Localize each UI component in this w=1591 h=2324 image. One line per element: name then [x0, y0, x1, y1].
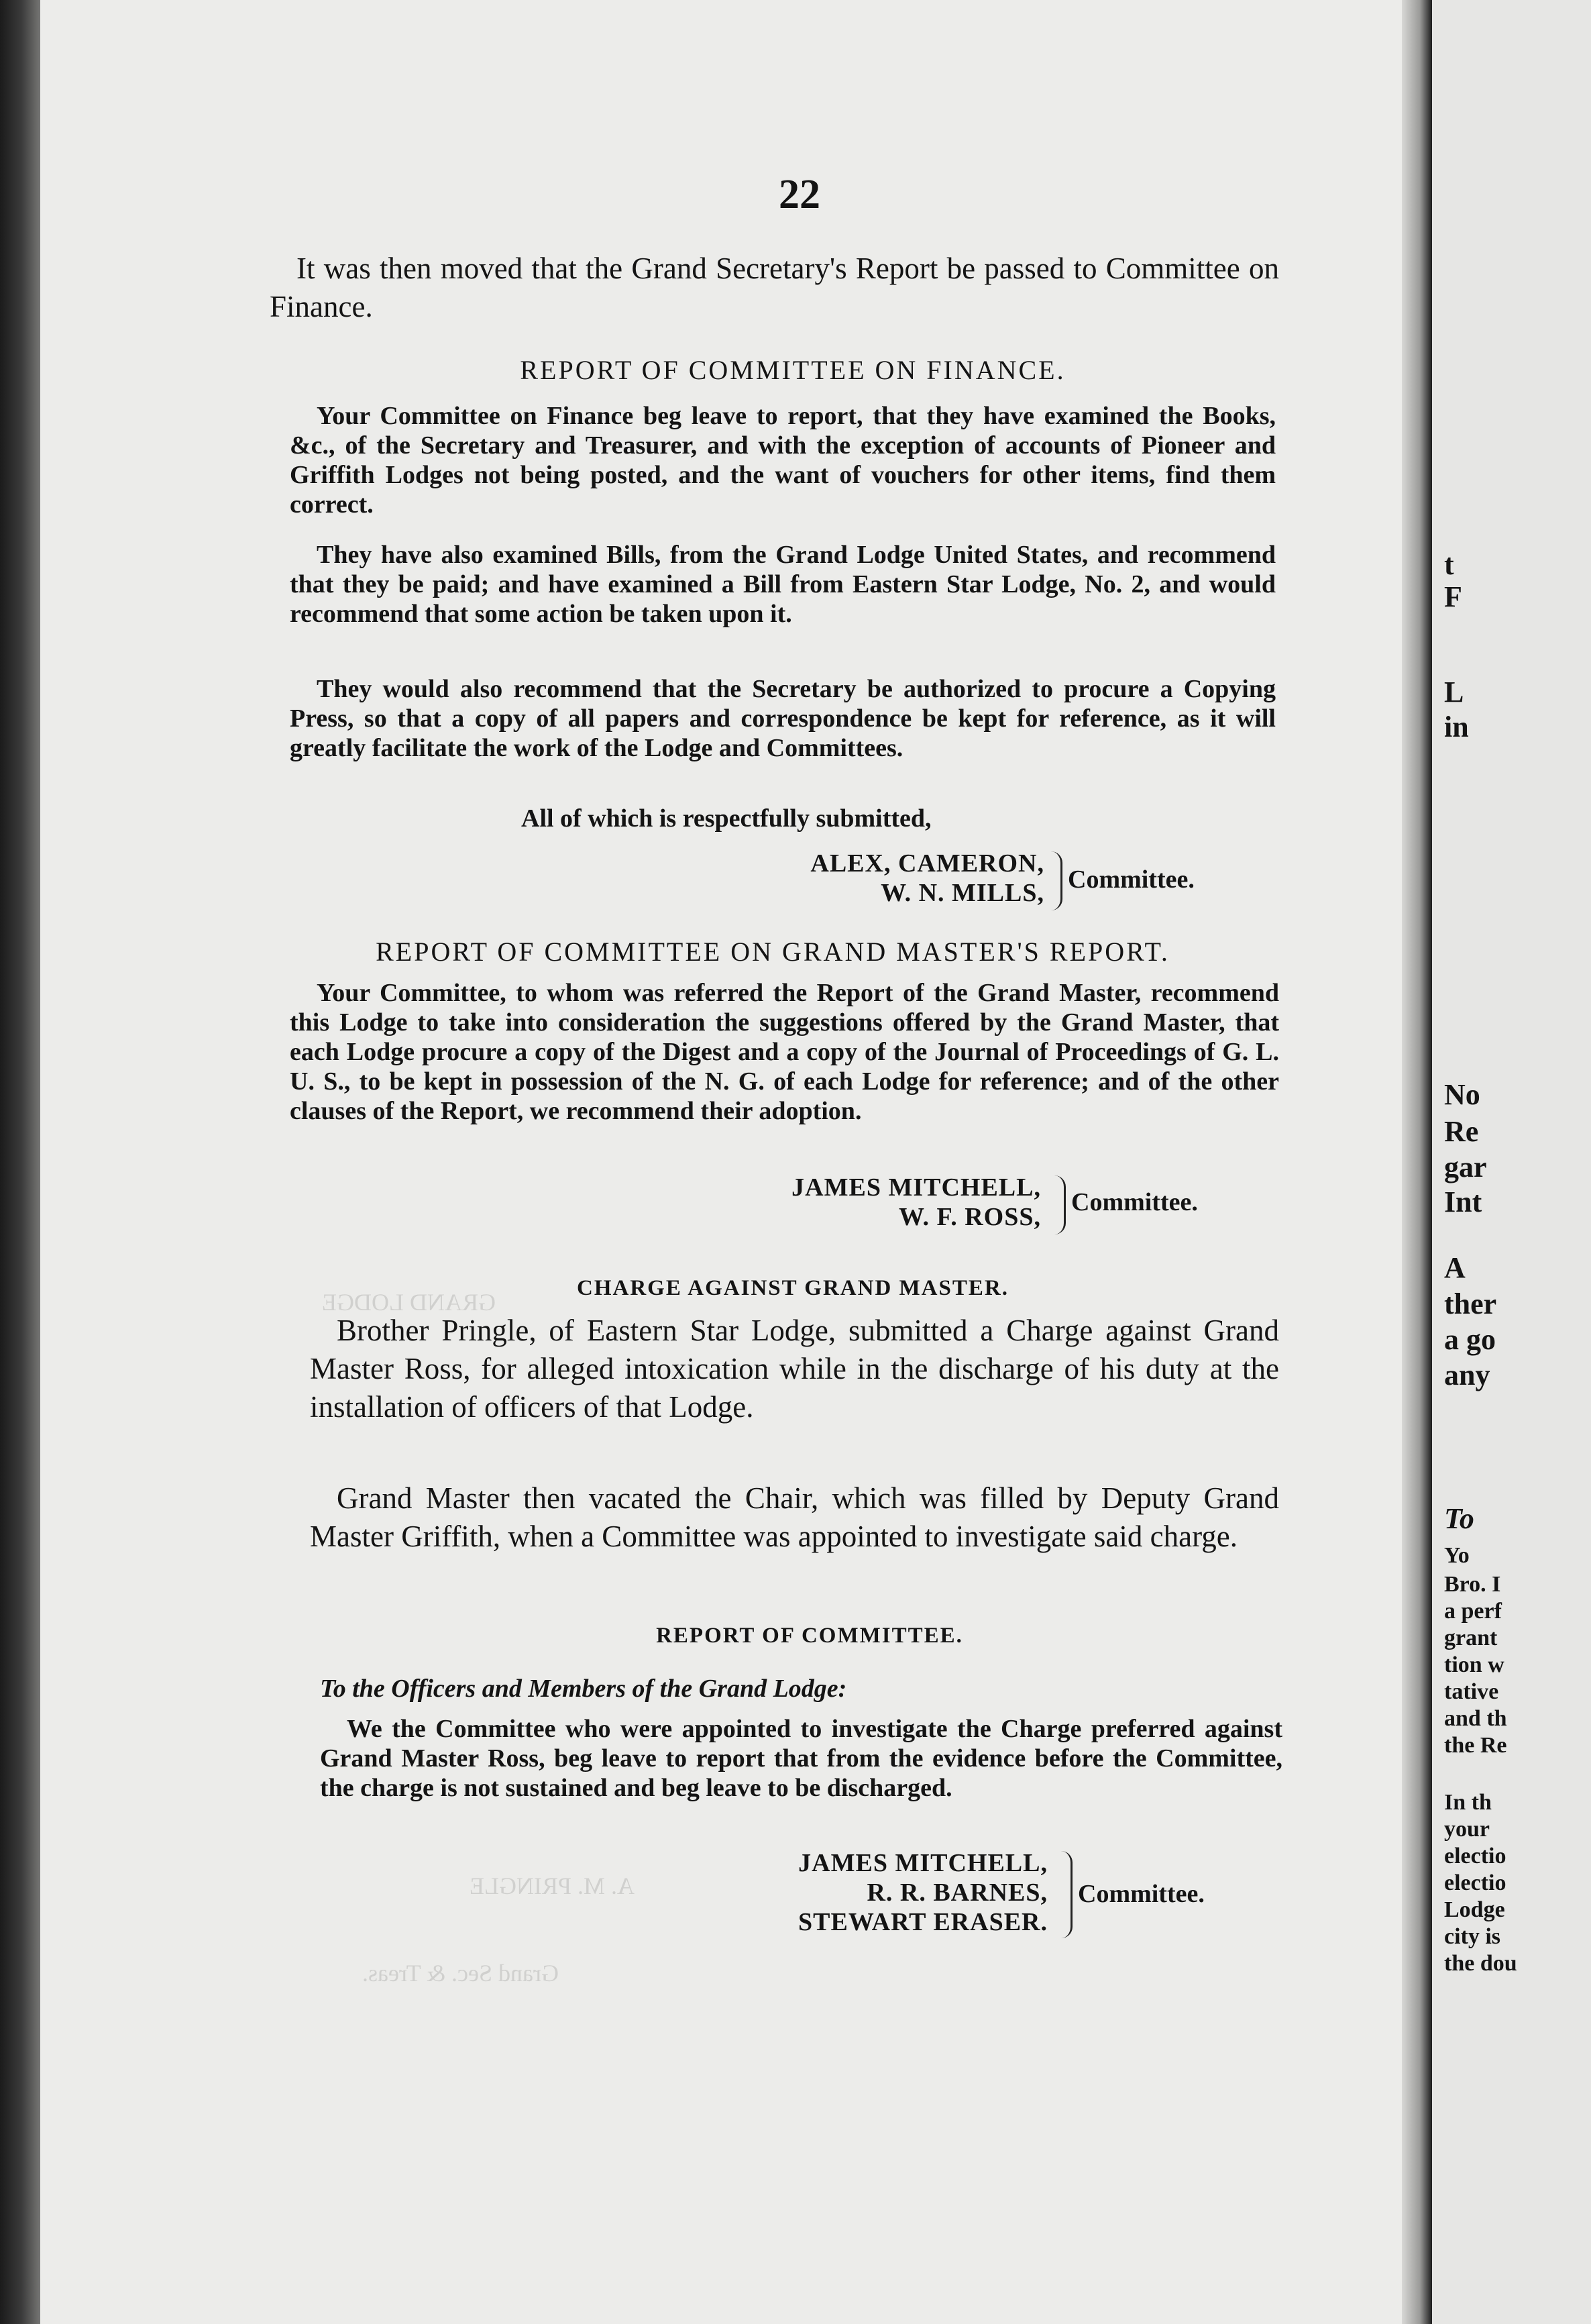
facing-page-fragment: F: [1444, 580, 1462, 613]
signatory-name: JAMES MITCHELL,: [791, 1173, 1041, 1202]
facing-page-fragment: t: [1444, 548, 1454, 581]
committee-report-paragraph: We the Committee who were appointed to investigate the Charge preferred against Grand Master Ross, beg leave to report that from the evidence before the Committee, the charge is not sustained and beg leave to be discharged.: [320, 1715, 1282, 1802]
signatory-name: JAMES MITCHELL,: [798, 1849, 1048, 1877]
facing-page-fragment: Yo: [1444, 1543, 1470, 1568]
facing-page-fragment: L: [1444, 676, 1464, 708]
grand-master-paragraph: Your Committee, to whom was referred the Report of the Grand Master, recommend this Lodge to take into consideration the suggestions offered by the Grand Master, that each Lodge procure a copy of the Digest and a copy of the Journal of Proceedings of G. L. U. S., to be kept in possession of the N. G. of each Lodge for reference; and of the other clauses of the Report, we recommend their adoption.: [290, 979, 1279, 1125]
signatory-name: W. N. MILLS,: [881, 879, 1044, 907]
committee-report-address: To the Officers and Members of the Grand Lodge:: [320, 1675, 847, 1703]
facing-page-fragment: electio: [1444, 1844, 1506, 1868]
facing-page-fragment: any: [1444, 1359, 1490, 1391]
facing-page-fragment: Re: [1444, 1115, 1479, 1148]
facing-page-fragment: gar: [1444, 1151, 1487, 1183]
committee-label: Committee.: [1068, 865, 1195, 894]
committee-label: Committee.: [1071, 1188, 1198, 1216]
finance-paragraph-2: They have also examined Bills, from the Grand Lodge United States, and recommend that they be paid; and have examined a Bill from Eastern Star Lodge, No. 2, and would recommend that some action be taken upon it.: [290, 541, 1276, 628]
facing-page-fragment: your: [1444, 1817, 1490, 1842]
charge-heading: CHARGE AGAINST GRAND MASTER.: [577, 1276, 1009, 1300]
bleed-through-text: Grand Sec. & Treas.: [362, 1960, 559, 1987]
intro-paragraph: It was then moved that the Grand Secretary's Report be passed to Committee on Finance.: [270, 252, 1279, 323]
facing-page-fragment: in: [1444, 710, 1469, 743]
finance-signature-block: [263, 849, 1309, 922]
page-gutter-shadow: [1402, 0, 1432, 2324]
facing-page-fragment: A: [1444, 1251, 1466, 1284]
facing-page-fragment: tative: [1444, 1679, 1499, 1704]
signatory-name: STEWART ERASER.: [798, 1908, 1048, 1936]
committee-report-heading: REPORT OF COMMITTEE.: [656, 1624, 963, 1648]
committee-label: Committee.: [1078, 1880, 1205, 1908]
signatory-name: ALEX, CAMERON,: [810, 849, 1044, 878]
facing-page-fragment: the dou: [1444, 1951, 1517, 1976]
facing-page-fragment: electio: [1444, 1870, 1506, 1895]
facing-page-fragment: city is: [1444, 1924, 1501, 1949]
page-number: 22: [779, 172, 820, 217]
bleed-through-text: GRAND LODGE: [322, 1289, 496, 1316]
facing-page-fragment: Int: [1444, 1185, 1482, 1218]
facing-page-fragment: a perf: [1444, 1599, 1502, 1624]
finance-paragraph-3: They would also recommend that the Secretary be authorized to procure a Copying Press, so that a copy of all papers and correspondence be kept for reference, as it will greatly facilitate the work of the Lodge and Committees.: [290, 675, 1276, 762]
document-page: [40, 0, 1429, 2324]
signature-brace: [1061, 1851, 1073, 1938]
facing-page-fragment: No: [1444, 1078, 1480, 1111]
facing-page-fragment: and th: [1444, 1706, 1507, 1731]
charge-paragraph-1: Brother Pringle, of Eastern Star Lodge, submitted a Charge against Grand Master Ross, for alleged intoxication while in the discharge of his duty at the installation of officers of that Lodge.: [310, 1314, 1279, 1424]
facing-page-fragment: ther: [1444, 1287, 1497, 1320]
committee-signature-block: [263, 1848, 1309, 1949]
finance-paragraph-1: Your Committee on Finance beg leave to report, that they have examined the Books, &c., of the Secretary and Treasurer, and with the exception of accounts of Pioneer and Griffith Lodges not being posted, and the want of vouchers for other items, find them correct.: [290, 402, 1276, 519]
facing-page-fragment: In th: [1444, 1790, 1492, 1815]
finance-closing: All of which is respectfully submitted,: [521, 804, 932, 833]
grand-master-signature-block: [263, 1173, 1309, 1247]
signature-brace: [1051, 851, 1062, 910]
facing-page-fragment: grant: [1444, 1626, 1498, 1650]
bleed-through-text: A. M. PRINGLE: [470, 1872, 635, 1899]
charge-paragraph-2: Grand Master then vacated the Chair, which was filled by Deputy Grand Master Griffith, when a Committee was appointed to investigate said charge.: [310, 1481, 1279, 1553]
grand-master-report-heading: REPORT OF COMMITTEE ON GRAND MASTER'S REPORT.: [376, 937, 1170, 967]
signatory-name: R. R. BARNES,: [867, 1879, 1048, 1907]
finance-report-heading: REPORT OF COMMITTEE ON FINANCE.: [520, 355, 1066, 385]
facing-page-fragment: Bro. I: [1444, 1572, 1501, 1597]
facing-page-fragment: a go: [1444, 1323, 1496, 1356]
facing-page-fragment: Lodge: [1444, 1897, 1505, 1922]
signature-brace: [1054, 1175, 1066, 1234]
facing-page-fragment: tion w: [1444, 1652, 1504, 1677]
facing-page-fragment: the Re: [1444, 1733, 1507, 1758]
facing-page-edge: [1432, 0, 1591, 2324]
facing-page-fragment: To: [1444, 1502, 1474, 1535]
signatory-name: W. F. ROSS,: [898, 1203, 1041, 1231]
